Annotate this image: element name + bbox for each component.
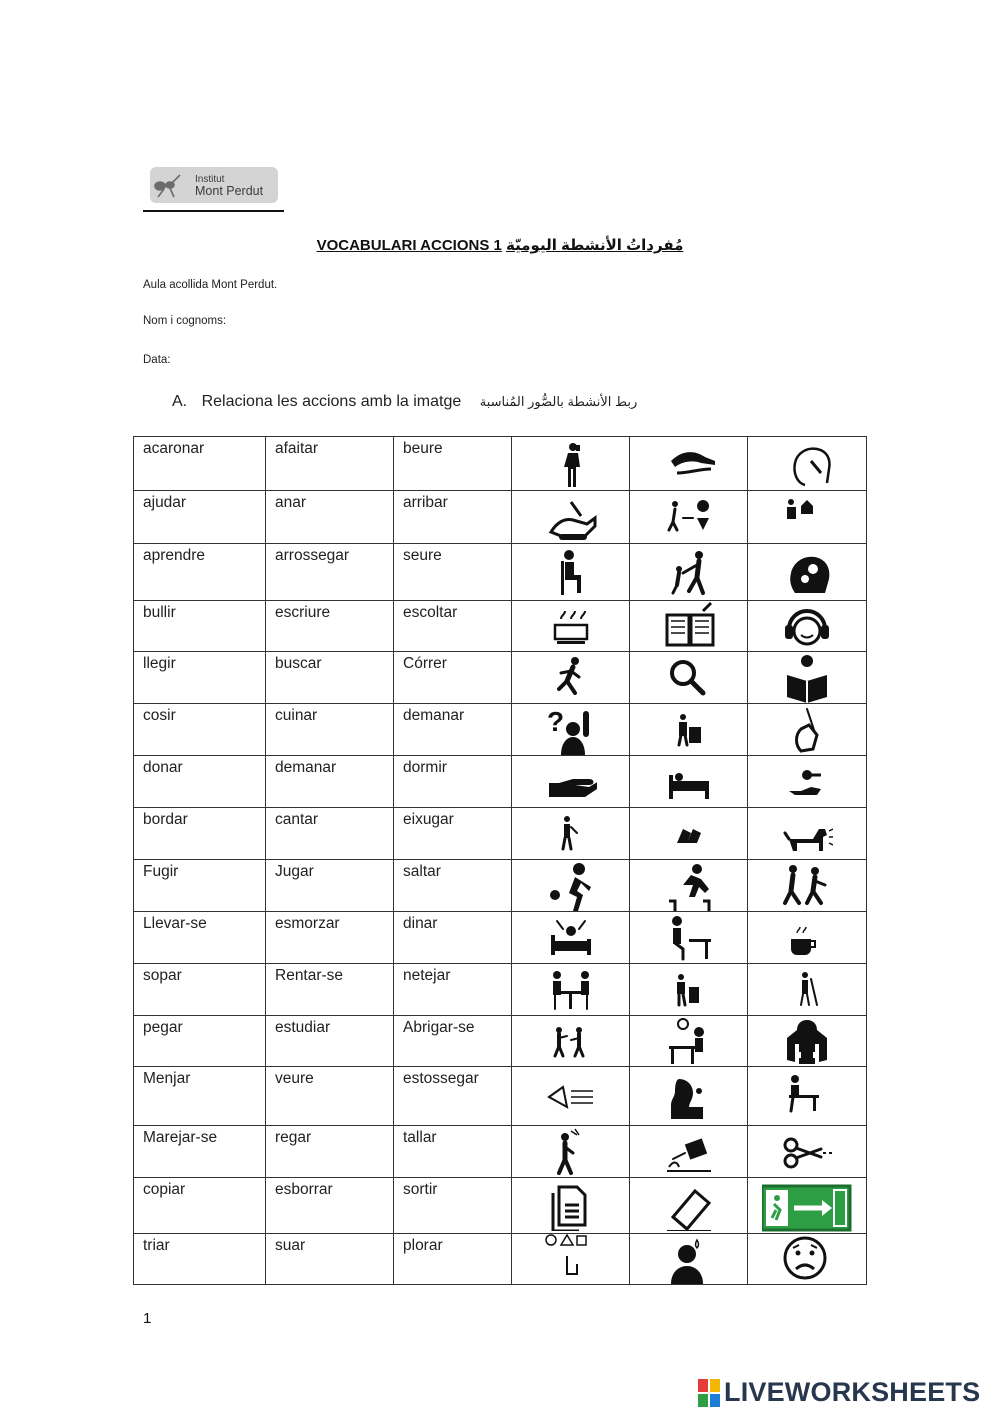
image-cell — [630, 704, 748, 756]
image-cell — [630, 491, 748, 544]
image-cell — [748, 1234, 867, 1285]
person-coughing-icon — [663, 1071, 715, 1121]
image-cell — [630, 964, 748, 1016]
word-cell: Fugir — [134, 860, 266, 912]
image-cell — [512, 544, 630, 601]
table-row — [134, 964, 867, 1016]
table-row — [134, 912, 867, 964]
image-cell — [512, 1067, 630, 1126]
people-fighting-icon — [545, 1016, 597, 1066]
word-cell: plorar — [394, 1234, 512, 1285]
image-cell — [512, 1178, 630, 1234]
sad-face-icon — [781, 1234, 833, 1284]
hand-sewing-icon — [781, 705, 833, 755]
word-cell: sortir — [394, 1178, 512, 1234]
hand-giving-icon — [781, 757, 833, 807]
dog-barking-icon — [781, 809, 833, 859]
word-cell: Jugar — [266, 860, 394, 912]
word-cell: Marejar-se — [134, 1126, 266, 1178]
liveworksheets-logo-icon — [697, 1377, 721, 1409]
image-cell — [630, 437, 748, 491]
word-cell: triar — [134, 1234, 266, 1285]
person-sweating-icon — [663, 1234, 715, 1284]
table-row — [134, 652, 867, 704]
word-cell: llegir — [134, 652, 266, 704]
image-cell — [512, 601, 630, 652]
image-cell — [748, 808, 867, 860]
svg-text:?: ? — [546, 705, 564, 737]
walk-to-location-icon — [663, 492, 715, 542]
image-cell — [748, 756, 867, 808]
table-row — [134, 601, 867, 652]
image-cell — [748, 1067, 867, 1126]
date-label: Data: — [143, 354, 171, 366]
image-cell — [748, 437, 867, 491]
word-cell: dinar — [394, 912, 512, 964]
image-cell — [748, 652, 867, 704]
boiling-pot-icon — [545, 601, 597, 651]
person-drinking-icon — [545, 439, 597, 489]
word-cell: eixugar — [394, 808, 512, 860]
logo-line1: Institut — [195, 174, 225, 185]
image-cell — [748, 704, 867, 756]
person-running-icon — [545, 653, 597, 703]
word-cell: veure — [266, 1067, 394, 1126]
eye-seeing-icon — [545, 1071, 597, 1121]
word-cell: demanar — [266, 756, 394, 808]
word-cell: donar — [134, 756, 266, 808]
word-cell: Abrigar-se — [394, 1016, 512, 1067]
people-fleeing-icon — [781, 861, 833, 911]
image-cell — [512, 756, 630, 808]
cup-breakfast-icon — [781, 913, 833, 963]
word-cell: dormir — [394, 756, 512, 808]
image-cell — [512, 704, 630, 756]
name-label: Nom i cognoms: — [143, 315, 227, 327]
table-row — [134, 1234, 867, 1285]
word-cell: anar — [266, 491, 394, 544]
choose-shapes-icon — [545, 1234, 597, 1284]
image-cell — [630, 860, 748, 912]
person-dizzy-icon — [545, 1127, 597, 1177]
table-row — [134, 704, 867, 756]
person-singing-icon — [545, 809, 597, 859]
logo-line2: Mont Perdut — [195, 184, 264, 198]
word-cell: demanar — [394, 704, 512, 756]
person-jumping-icon — [663, 861, 715, 911]
image-cell — [630, 1016, 748, 1067]
page-title — [0, 236, 1000, 254]
table-row — [134, 544, 867, 601]
image-cell — [748, 964, 867, 1016]
image-cell — [512, 808, 630, 860]
person-studying-icon — [663, 1016, 715, 1066]
title-latin: VOCABULARI ACCIONS 1 — [316, 237, 502, 254]
word-cell: bullir — [134, 601, 266, 652]
person-cooking-icon — [663, 705, 715, 755]
instruction — [172, 393, 637, 411]
table-row — [134, 1067, 867, 1126]
image-cell — [630, 1178, 748, 1234]
drying-hands-icon — [663, 809, 715, 859]
image-cell — [748, 860, 867, 912]
person-playing-ball-icon — [545, 861, 597, 911]
coat-icon — [781, 1016, 833, 1066]
exit-sign-icon — [762, 1180, 852, 1232]
image-cell — [630, 601, 748, 652]
image-cell — [630, 1126, 748, 1178]
person-sitting-icon — [545, 547, 597, 597]
image-cell — [512, 912, 630, 964]
image-cell — [512, 1016, 630, 1067]
vocabulary-table — [133, 436, 867, 1285]
image-cell — [630, 808, 748, 860]
helping-hands-icon — [545, 492, 597, 542]
eraser-icon — [663, 1181, 715, 1231]
title-arabic: مُفرداتُ الأنشطة اليوميّة — [506, 237, 684, 254]
image-cell — [748, 601, 867, 652]
word-cell: buscar — [266, 652, 394, 704]
image-cell — [748, 1016, 867, 1067]
person-sweeping-icon — [781, 965, 833, 1015]
image-cell — [512, 860, 630, 912]
person-at-table-icon — [663, 913, 715, 963]
image-cell — [512, 964, 630, 1016]
image-cell — [748, 491, 867, 544]
table-row — [134, 808, 867, 860]
head-gears-icon — [781, 547, 833, 597]
image-cell — [512, 437, 630, 491]
asking-question-icon — [545, 705, 597, 755]
word-cell: arribar — [394, 491, 512, 544]
copy-documents-icon — [545, 1181, 597, 1231]
word-cell: cuinar — [266, 704, 394, 756]
person-reading-icon — [781, 653, 833, 703]
word-cell: regar — [266, 1126, 394, 1178]
person-washing-icon — [663, 965, 715, 1015]
image-cell — [748, 1126, 867, 1178]
class-label: Aula acollida Mont Perdut. — [143, 279, 278, 291]
image-cell — [512, 1126, 630, 1178]
word-cell: Rentar-se — [266, 964, 394, 1016]
arrive-home-icon — [781, 492, 833, 542]
logo-underline — [143, 210, 284, 212]
instruction-text: Relaciona les accions amb la imatge — [201, 393, 462, 410]
table-row — [134, 1178, 867, 1234]
word-cell: pegar — [134, 1016, 266, 1067]
image-cell — [512, 491, 630, 544]
image-cell — [630, 756, 748, 808]
word-cell: cantar — [266, 808, 394, 860]
table-row — [134, 1016, 867, 1067]
word-cell: estudiar — [266, 1016, 394, 1067]
word-cell: afaitar — [266, 437, 394, 491]
image-cell — [630, 544, 748, 601]
liveworksheets-brand: LIVEWORKSHEETS — [724, 1377, 981, 1407]
word-cell: estossegar — [394, 1067, 512, 1126]
word-cell: Córrer — [394, 652, 512, 704]
table-row — [134, 1126, 867, 1178]
table-row — [134, 491, 867, 544]
image-cell — [512, 652, 630, 704]
scissors-icon — [781, 1127, 833, 1177]
person-dragging-icon — [663, 547, 715, 597]
image-cell — [630, 1067, 748, 1126]
table-row — [134, 437, 867, 491]
image-cell — [630, 652, 748, 704]
word-cell: saltar — [394, 860, 512, 912]
word-cell: sopar — [134, 964, 266, 1016]
image-cell — [630, 1234, 748, 1285]
word-cell: tallar — [394, 1126, 512, 1178]
page-number: 1 — [143, 1310, 152, 1327]
word-cell: aprendre — [134, 544, 266, 601]
word-cell: copiar — [134, 1178, 266, 1234]
hand-caress-icon — [663, 439, 715, 489]
word-cell: netejar — [394, 964, 512, 1016]
word-cell: Menjar — [134, 1067, 266, 1126]
word-cell: arrossegar — [266, 544, 394, 601]
word-cell: bordar — [134, 808, 266, 860]
word-cell: suar — [266, 1234, 394, 1285]
image-cell — [512, 1234, 630, 1285]
word-cell: beure — [394, 437, 512, 491]
word-cell: esborrar — [266, 1178, 394, 1234]
word-cell: Llevar-se — [134, 912, 266, 964]
word-cell: escriure — [266, 601, 394, 652]
word-cell: ajudar — [134, 491, 266, 544]
image-cell — [748, 544, 867, 601]
instruction-letter: A. — [172, 393, 188, 410]
open-hand-giving-icon — [545, 757, 597, 807]
word-cell: seure — [394, 544, 512, 601]
person-eating-icon — [781, 1071, 833, 1121]
word-cell: escoltar — [394, 601, 512, 652]
institute-logo — [150, 167, 278, 203]
table-row — [134, 860, 867, 912]
open-book-writing-icon — [663, 601, 715, 651]
word-cell: cosir — [134, 704, 266, 756]
image-cell — [748, 912, 867, 964]
image-cell — [630, 912, 748, 964]
table-row — [134, 756, 867, 808]
word-cell: acaronar — [134, 437, 266, 491]
image-cell — [748, 1178, 867, 1234]
word-cell: esmorzar — [266, 912, 394, 964]
person-waking-up-icon — [545, 913, 597, 963]
bed-sleeping-icon — [663, 757, 715, 807]
people-dinner-icon — [545, 965, 597, 1015]
magnifier-icon — [663, 653, 715, 703]
headphones-listening-icon — [781, 601, 833, 651]
watering-can-icon — [663, 1127, 715, 1177]
instruction-arabic: ربط الأنشطة بالصُّور المُناسبة — [479, 394, 638, 409]
head-shaving-icon — [781, 439, 833, 489]
